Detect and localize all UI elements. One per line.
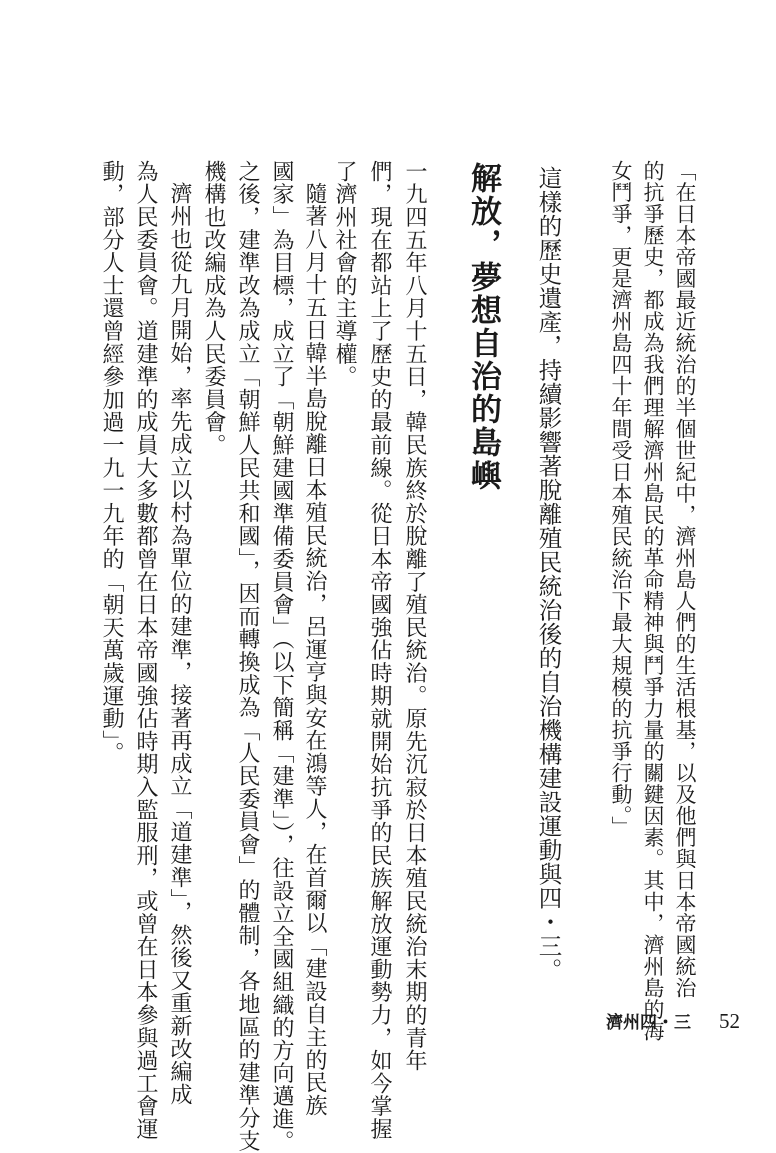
body-column-5: 國家」為目標，成立了「朝鮮建國準備委員會」（以下簡稱「建準」），往設立全國組織的方向邁進。 bbox=[269, 160, 294, 1153]
quote-column-3: 女鬥爭，更是濟州島四十年間受日本殖民統治下最大規模的抗爭行動。」 bbox=[609, 160, 633, 838]
body-column-4: 隨著八月十五日韓半島脫離日本殖民統治，呂運亨與安在鴻等人，在首爾以「建設自主的民族 bbox=[302, 182, 327, 1117]
body-column-6: 之後，建準改為成立「朝鮮人民共和國」，因而轉換成為「人民委員會」的體制，各地區的建準分支 bbox=[235, 160, 260, 1153]
page-number: 52 bbox=[719, 1009, 740, 1033]
body-column-3: 了濟州社會的主導權。 bbox=[332, 160, 357, 388]
quote-column-2: 的抗爭歷史，都成為我們理解濟州島民的革命精神與鬥爭力量的關鍵因素。其中，濟州島的海 bbox=[641, 160, 665, 1042]
page-footer bbox=[606, 1008, 740, 1034]
body-column-8: 濟州也從九月開始，率先成立以村為單位的建準，接著再成立「道建準」，然後又重新改編成 bbox=[167, 182, 192, 1106]
body-column-1: 一九四五年八月十五日，韓民族終於脫離了殖民統治。原先沉寂於日本殖民統治末期的青年 bbox=[402, 160, 427, 1072]
body-column-9: 為人民委員會。道建準的成員大多數都曾在日本帝國強佔時期入監服刑，或曾在日本參與過工會運 bbox=[133, 160, 158, 1141]
quote-column-1: 「在日本帝國最近統治的半個世紀中，濟州島人們的生活根基，以及他們與日本帝國統治 bbox=[673, 160, 697, 999]
lead-paragraph: 這樣的歷史遺產，持續影響著脫離殖民統治後的自治機構建設運動與四・三。 bbox=[534, 166, 563, 982]
body-column-7: 機構也改編成為人民委員會。 bbox=[201, 160, 226, 457]
body-column-10: 動，部分人士還曾經參加過一九一九年的「朝天萬歲運動」。 bbox=[99, 160, 124, 765]
section-heading: 解放，夢想自治的島嶼 bbox=[465, 162, 501, 492]
running-title: 濟州四・三 bbox=[606, 1013, 691, 1033]
body-column-2: 們，現在都站上了歷史的最前線。從日本帝國強佔時期就開始抗爭的民族解放運動勢力，如今掌握 bbox=[367, 160, 392, 1141]
